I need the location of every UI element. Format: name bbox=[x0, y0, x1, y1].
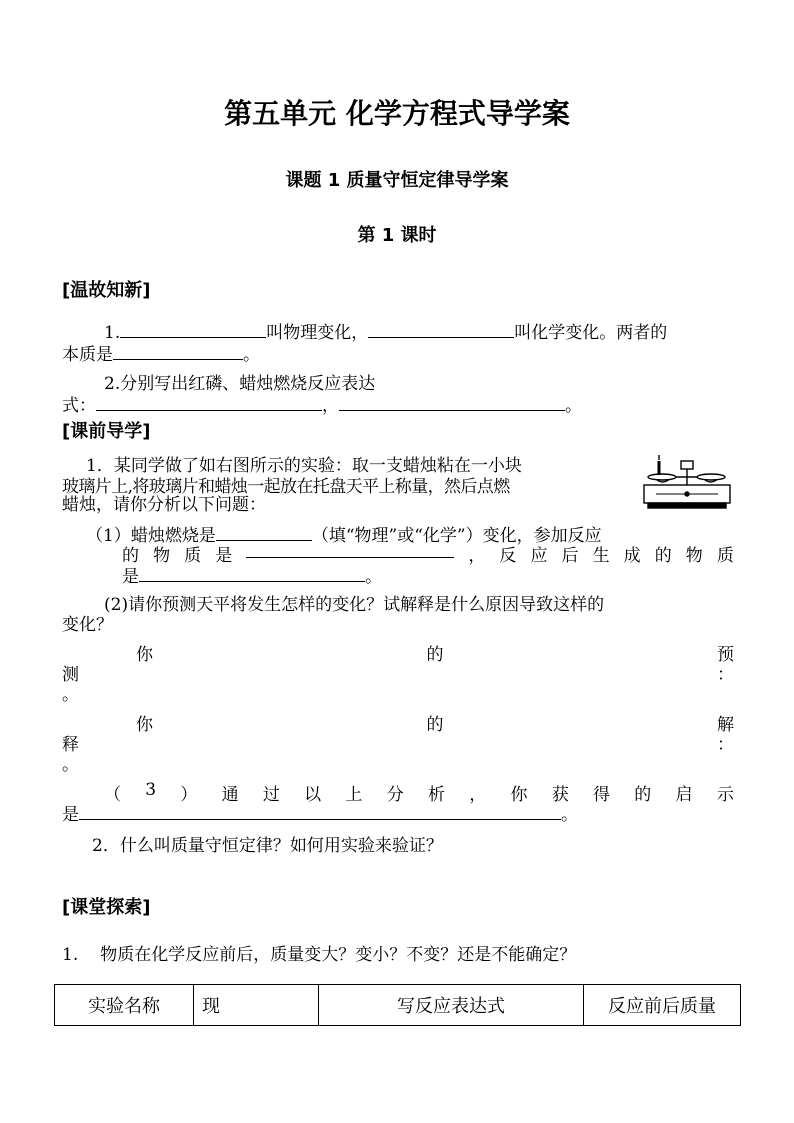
char: 的 bbox=[654, 546, 672, 566]
char: 分 bbox=[386, 785, 404, 805]
balance-scale-illustration bbox=[632, 447, 738, 513]
answer-blank[interactable] bbox=[79, 803, 561, 820]
char: 获 bbox=[551, 785, 569, 805]
char: 生 bbox=[592, 546, 610, 566]
section-explore-heading: [课堂探索] bbox=[62, 897, 151, 918]
char: 物 bbox=[685, 546, 703, 566]
table-header-row bbox=[55, 985, 741, 1026]
char: 析 bbox=[427, 785, 445, 805]
preview-s3-line2 bbox=[62, 800, 578, 825]
explain-line3: 。 bbox=[62, 755, 79, 775]
explore-q1 bbox=[62, 940, 576, 965]
review-q1-number: 1. bbox=[104, 323, 121, 343]
char: 后 bbox=[561, 546, 579, 566]
explain-line2 bbox=[62, 730, 734, 755]
char: 的 bbox=[426, 715, 444, 735]
char: 反 bbox=[499, 546, 517, 566]
punctuation: 。 bbox=[565, 396, 582, 416]
char: 是 bbox=[122, 567, 139, 587]
experiment-table bbox=[54, 984, 741, 1026]
answer-blank[interactable] bbox=[139, 565, 365, 582]
review-q2-line2 bbox=[62, 391, 582, 416]
section-review-heading: [温故知新] bbox=[62, 280, 151, 301]
predict-line3: 。 bbox=[62, 685, 79, 705]
preview-s1-text-a: （1）蜡烛燃烧是 bbox=[86, 526, 216, 546]
char: 是 bbox=[62, 805, 79, 825]
review-q1-text-a: 叫物理变化， bbox=[266, 323, 369, 343]
char: 解 bbox=[717, 715, 734, 735]
char: ， bbox=[468, 546, 486, 566]
period-title: 第 1 课时 bbox=[357, 225, 437, 246]
preview-p1-line2: 玻璃片上,将玻璃片和蜡烛一起放在托盘天平上称量，然后点燃 bbox=[62, 477, 510, 497]
char: 是 bbox=[215, 546, 233, 566]
lesson-title: 课题 1 质量守恒定律导学案 bbox=[285, 170, 509, 191]
review-q2-line1: 2.分别写出红磷、蜡烛燃烧反应表达 bbox=[104, 374, 376, 394]
preview-s1-text-b: （填“物理”或“化学”）变化，参加反应 bbox=[311, 526, 602, 546]
char: 你 bbox=[136, 645, 153, 665]
char: 过 bbox=[262, 785, 280, 805]
punctuation: 。 bbox=[365, 567, 382, 587]
answer-blank[interactable] bbox=[246, 541, 454, 558]
table-header-cell: 实验名称 bbox=[55, 985, 194, 1026]
char: 示 bbox=[716, 785, 734, 805]
char: 你 bbox=[136, 715, 153, 735]
review-q2-label: 式： bbox=[62, 396, 96, 416]
char: （ bbox=[104, 785, 121, 805]
preview-p2: 2．什么叫质量守恒定律？如何用实验来验证？ bbox=[92, 836, 443, 856]
char: 3 bbox=[145, 780, 157, 800]
char: 上 bbox=[345, 785, 363, 805]
char: 的 bbox=[122, 546, 139, 566]
explore-q1-text: 物质在化学反应前后，质量变大？变小？不变？还是不能确定？ bbox=[100, 945, 577, 965]
char: 得 bbox=[593, 785, 611, 805]
preview-s1-line3 bbox=[122, 562, 382, 587]
char: ） bbox=[180, 785, 198, 805]
char: 测 bbox=[62, 665, 79, 685]
punctuation: 。 bbox=[243, 345, 260, 365]
review-q1-line2 bbox=[62, 340, 260, 365]
table-header-cell: 写反应表达式 bbox=[319, 985, 584, 1026]
char: 质 bbox=[716, 546, 734, 566]
answer-blank[interactable] bbox=[113, 343, 243, 360]
char: 的 bbox=[426, 645, 444, 665]
table-header-cell: 反应前后质量 bbox=[584, 985, 741, 1026]
char: ： bbox=[717, 735, 734, 755]
punctuation: ， bbox=[322, 396, 339, 416]
table-header-cell: 现 bbox=[194, 985, 319, 1026]
section-preview-heading: [课前导学] bbox=[62, 421, 151, 442]
char: 以 bbox=[304, 785, 322, 805]
char: 的 bbox=[634, 785, 652, 805]
char: 释 bbox=[62, 735, 79, 755]
char: 你 bbox=[510, 785, 528, 805]
answer-blank[interactable] bbox=[339, 394, 565, 411]
char: 通 bbox=[221, 785, 239, 805]
preview-s2-line1: (2)请你预测天平将发生怎样的变化？试解释是什么原因导致这样的 bbox=[104, 595, 605, 615]
answer-blank[interactable] bbox=[96, 394, 322, 411]
char: ， bbox=[469, 785, 487, 805]
char: 启 bbox=[675, 785, 693, 805]
char: 应 bbox=[530, 546, 548, 566]
page-title: 第五单元 化学方程式导学案 bbox=[224, 97, 570, 130]
preview-s2-line2: 变化？ bbox=[62, 615, 113, 635]
explore-q1-number: 1. bbox=[62, 945, 79, 965]
answer-blank[interactable] bbox=[120, 321, 266, 338]
review-q1-text-b: 叫化学变化。两者的 bbox=[514, 323, 668, 343]
answer-blank[interactable] bbox=[216, 524, 312, 541]
preview-p1-line1: 1．某同学做了如右图所示的实验：取一支蜡烛粘在一小块 bbox=[86, 456, 522, 476]
char: 质 bbox=[184, 546, 202, 566]
char: 物 bbox=[153, 546, 171, 566]
char: ： bbox=[717, 665, 734, 685]
predict-line2 bbox=[62, 660, 734, 685]
char: 成 bbox=[623, 546, 641, 566]
answer-blank[interactable] bbox=[368, 321, 514, 338]
preview-p1-line3: 蜡烛，请你分析以下问题： bbox=[62, 495, 266, 515]
char: 预 bbox=[717, 645, 734, 665]
punctuation: 。 bbox=[561, 805, 578, 825]
review-q1-text-c: 本质是 bbox=[62, 345, 113, 365]
